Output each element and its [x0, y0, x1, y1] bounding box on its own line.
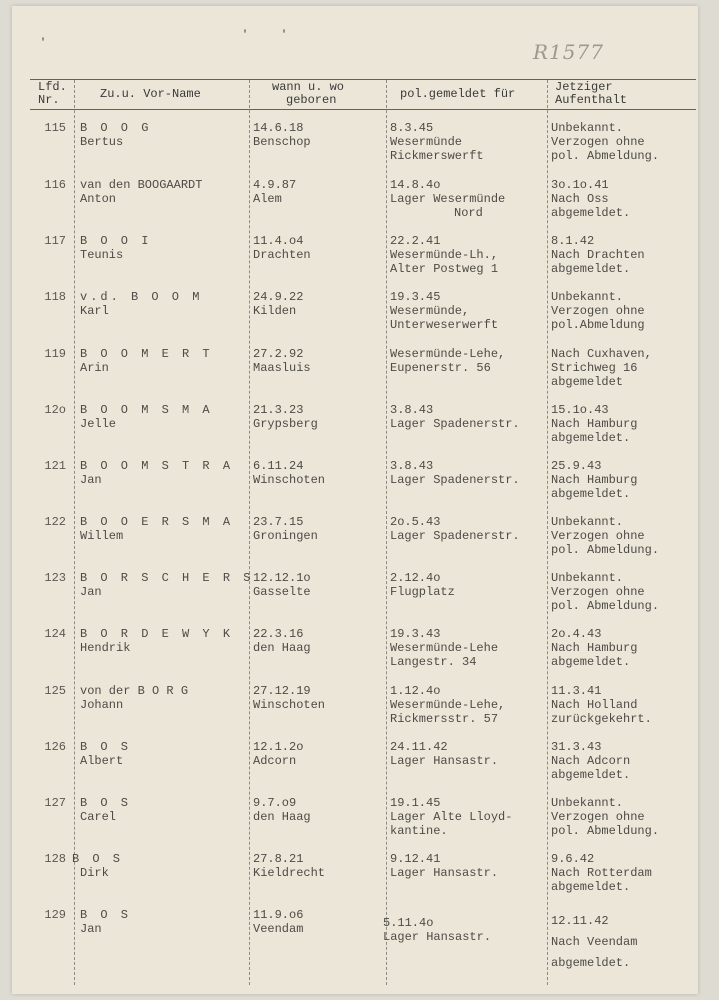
header-lfd-nr: Lfd. Nr.: [38, 80, 67, 107]
current-residence: 8.1.42 Nach Drachten abgemeldet.: [551, 234, 645, 276]
registration-info: 19.3.43 Wesermünde-Lehe Langestr. 34: [390, 627, 499, 669]
person-name: B O O M S T R A Jan: [80, 459, 234, 487]
birth-info: 9.7.o9 den Haag: [253, 796, 311, 824]
row-number: 116: [44, 178, 66, 192]
row-number: 125: [44, 684, 66, 698]
birth-info: 4.9.87 Alem: [253, 178, 297, 206]
table-row: [0, 852, 719, 908]
person-name: van den BOOGAARDT Anton: [80, 178, 203, 206]
person-name: B O O M E R T Arin: [80, 347, 213, 375]
current-residence: 11.3.41 Nach Holland zurückgekehrt.: [551, 684, 652, 726]
table-row: [0, 234, 719, 290]
row-number: 126: [44, 740, 66, 754]
birth-info: 11.9.o6 Veendam: [253, 908, 304, 936]
birth-info: 14.6.18 Benschop: [253, 121, 311, 149]
person-name: B O S Dirk: [72, 852, 124, 880]
current-residence: 15.1o.43 Nach Hamburg abgemeldet.: [551, 403, 638, 445]
registration-info: Wesermünde-Lehe, Eupenerstr. 56: [390, 347, 506, 375]
table-row: [0, 121, 719, 177]
birth-info: 6.11.24 Winschoten: [253, 459, 326, 487]
table-row: [0, 178, 719, 234]
row-number: 128: [44, 852, 66, 866]
table-row: [0, 740, 719, 796]
table-row: [0, 290, 719, 346]
registration-info: 3.8.43 Lager Spadenerstr.: [390, 403, 520, 431]
row-number: 12o: [44, 403, 66, 417]
registration-info: 19.1.45 Lager Alte Lloyd- kantine.: [390, 796, 513, 838]
current-residence: Unbekannt. Verzogen ohne pol.Abmeldung: [551, 290, 645, 332]
current-residence: 9.6.42 Nach Rotterdam abgemeldet.: [551, 852, 652, 894]
row-number: 122: [44, 515, 66, 529]
person-name: B O O E R S M A Willem: [80, 515, 234, 543]
birth-info: 12.12.1o Gasselte: [253, 571, 311, 599]
birth-info: 22.3.16 den Haag: [253, 627, 311, 655]
edge-mark: ': [281, 30, 288, 41]
header-pol-gemeldet: pol.gemeldet für: [400, 87, 516, 101]
current-residence: 31.3.43 Nach Adcorn abgemeldet.: [551, 740, 631, 782]
registration-info: 14.8.4o Lager Wesermünde Nord: [390, 178, 506, 220]
row-number: 118: [44, 290, 66, 304]
person-name: B O S Jan: [80, 908, 132, 936]
registration-info: 8.3.45 Wesermünde Rickmerswerft: [390, 121, 484, 163]
header-name: Zu.u. Vor-Name: [100, 87, 201, 101]
current-residence: 2o.4.43 Nach Hamburg abgemeldet.: [551, 627, 638, 669]
current-residence: Unbekannt. Verzogen ohne pol. Abmeldung.: [551, 121, 660, 163]
registration-info: 9.12.41 Lager Hansastr.: [390, 852, 499, 880]
row-number: 127: [44, 796, 66, 810]
table-row: [0, 515, 719, 571]
current-residence: Unbekannt. Verzogen ohne pol. Abmeldung.: [551, 571, 660, 613]
birth-info: 27.2.92 Maasluis: [253, 347, 311, 375]
person-name: B O R S C H E R S Jan: [80, 571, 254, 599]
registration-info: 3.8.43 Lager Spadenerstr.: [390, 459, 520, 487]
table-row: [0, 796, 719, 852]
table-row: [0, 684, 719, 740]
person-name: B O O G Bertus: [80, 121, 152, 149]
birth-info: 23.7.15 Groningen: [253, 515, 318, 543]
row-number: 129: [44, 908, 66, 922]
person-name: B O S Carel: [80, 796, 132, 824]
header-aufenthalt: Jetziger Aufenthalt: [555, 80, 628, 107]
table-row: [0, 459, 719, 515]
current-residence: 25.9.43 Nach Hamburg abgemeldet.: [551, 459, 638, 501]
registration-info: 2o.5.43 Lager Spadenerstr.: [390, 515, 520, 543]
person-name: v.d. B O O M Karl: [80, 290, 203, 318]
birth-info: 27.12.19 Winschoten: [253, 684, 326, 712]
registration-info: 5.11.4o Lager Hansastr.: [383, 916, 492, 944]
birth-info: 21.3.23 Grypsberg: [253, 403, 318, 431]
current-residence: 3o.1o.41 Nach Oss abgemeldet.: [551, 178, 631, 220]
person-name: B O S Albert: [80, 740, 132, 768]
current-residence: Unbekannt. Verzogen ohne pol. Abmeldung.: [551, 515, 660, 557]
birth-info: 11.4.o4 Drachten: [253, 234, 311, 262]
registration-info: 2.12.4o Flugplatz: [390, 571, 455, 599]
registration-info: 1.12.4o Wesermünde-Lehe, Rickmersstr. 57: [390, 684, 506, 726]
person-name: B O O I Teunis: [80, 234, 152, 262]
edge-mark: ': [40, 38, 47, 49]
row-number: 123: [44, 571, 66, 585]
header-born: wann u. wo geboren: [272, 80, 345, 107]
registration-info: 24.11.42 Lager Hansastr.: [390, 740, 499, 768]
header-bottom-rule: [30, 109, 696, 110]
registration-info: 22.2.41 Wesermünde-Lh., Alter Postweg 1: [390, 234, 499, 276]
row-number: 117: [44, 234, 66, 248]
row-number: 115: [44, 121, 66, 135]
table-row: [0, 627, 719, 683]
handwritten-archive-number: R1577: [533, 40, 604, 64]
person-name: B O R D E W Y K Hendrik: [80, 627, 234, 655]
current-residence: 12.11.42 Nach Veendam abgemeldet.: [551, 914, 638, 970]
table-row: [0, 908, 719, 970]
current-residence: Unbekannt. Verzogen ohne pol. Abmeldung.: [551, 796, 660, 838]
registration-info: 19.3.45 Wesermünde, Unterweserwerft: [390, 290, 499, 332]
person-name: von der B O R G Johann: [80, 684, 189, 712]
birth-info: 24.9.22 Kilden: [253, 290, 304, 318]
birth-info: 27.8.21 Kieldrecht: [253, 852, 326, 880]
table-row: [0, 347, 719, 403]
row-number: 121: [44, 459, 66, 473]
table-row: [0, 403, 719, 459]
row-number: 119: [44, 347, 66, 361]
current-residence: Nach Cuxhaven, Strichweg 16 abgemeldet: [551, 347, 652, 389]
row-number: 124: [44, 627, 66, 641]
person-name: B O O M S M A Jelle: [80, 403, 213, 431]
birth-info: 12.1.2o Adcorn: [253, 740, 304, 768]
edge-mark: ': [242, 30, 249, 41]
table-row: [0, 571, 719, 627]
